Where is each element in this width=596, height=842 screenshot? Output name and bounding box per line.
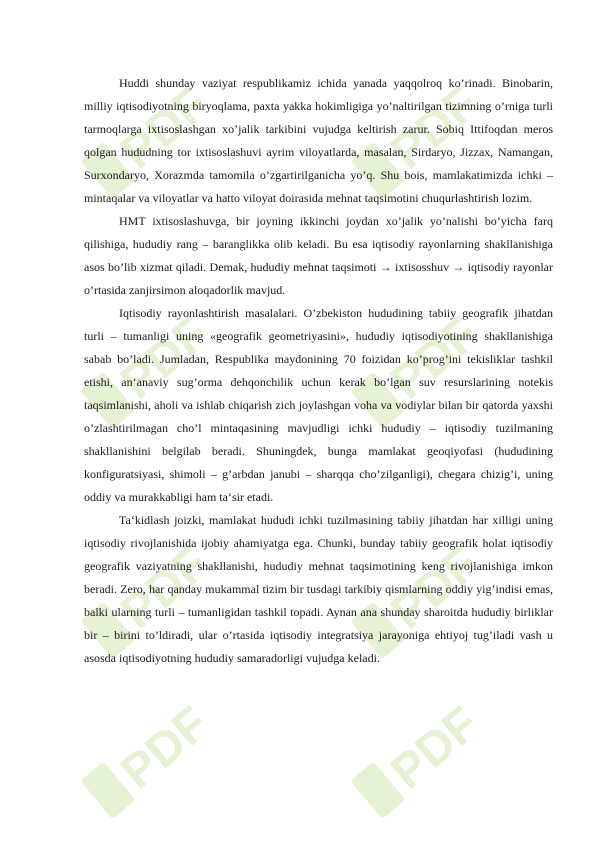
svg-text:PDF: PDF xyxy=(111,537,219,640)
document-body xyxy=(84,72,553,670)
svg-text:PDF: PDF xyxy=(111,697,219,800)
svg-text:PDF: PDF xyxy=(381,307,489,410)
svg-text:PDF: PDF xyxy=(111,307,219,410)
watermark-logo xyxy=(70,690,230,820)
watermark-logo xyxy=(340,690,500,820)
svg-text:PDF: PDF xyxy=(111,77,219,180)
paragraph: HMT ixtisoslashuvga, bir joyning ikkinchi joydan xo’jalik yo’nalishi bo’yicha farq qilishiga, hududiy rang – baranglikka olib keladi. Bu esa iqtisodiy rayonlarning shakllanishiga asos bo’lib xizmat qiladi. Demak, hududiy mehnat taqsimoti → ixtisosshuv → iqtisodiy rayonlar o’rtasida zanjirsimon aloqadorlik mavjud. xyxy=(84,214,553,297)
svg-text:PDF: PDF xyxy=(381,697,489,800)
paragraph: Huddi shunday vaziyat respublikamiz ichida yanada yaqqolroq ko’rinadi. Binobarin, milliy iqtisodiyotning biryoqlama, paxta yakka hokimligiga yo’naltirilgan tizimning o’rniga turli tarmoqlarga ixtisoslashgan xo’jalik tarkibini vujudga keltirish zarur. Sobiq Ittifoqdan meros qolgan hududning tor ixtisoslashuvi ayrim viloyatlarda, masalan, Sirdaryo, Jizzax, Namangan, Surxondaryo, Xorazmda tamomila o’zgartirilganicha yo’q. Shu bois, mamlakatimizda ichki – mintaqalar va viloyatlar va hatto viloyat doirasida mehnat taqsimotini chuqurlashtirish lozim. xyxy=(84,76,553,205)
paragraph: Ta‘kidlash joizki, mamlakat hududi ichki tuzilmasining tabiiy jihatdan har xilligi uning iqtisodiy rivojlanishida ijobiy ahamiyatga ega. Chunki, bunday tabiiy geografik holat iqtisodiy geografik vaziyatning shakllanishi, hududiy mehnat taqsimotining keng rivojlanishiga imkon beradi. Zero, har qanday mukammal tizim bir tusdagi tarkibiy qismlarning oddiy yig’indisi emas, balki ularning turli – tumanligidan tashkil topadi. Aynan ana shunday sharoitda hududiy birliklar bir – birini to’ldiradi, ular o’rtasida iqtisodiy integratsiya jarayoniga ehtiyoj tug’iladi vash u asosda iqtisodiyotning hududiy samaradorligi vujudga keladi. xyxy=(84,513,553,665)
svg-text:PDF: PDF xyxy=(381,537,489,640)
paragraph: Iqtisodiy rayonlashtirish masalalari. O’zbekiston hududining tabiiy geografik jihatdan turli – tumanligi uning «geografik geometriyasini», hududiy iqtisodiyotining shakllanishiga sabab bo’ladi. Jumladan, Respublika maydonining 70 foizidan ko’prog’ini tekisliklar tashkil etishi, an‘anaviy sug’orma dehqonchilik uchun kerak bo’lgan suv resurslarining notekis taqsimlanishi, aholi va ishlab chiqarish zich joylashgan voha va vodiylar bilan bir qatorda yaxshi o’zlashtirilmagan cho’l mintaqasining mavjudligi ichki hududiy – iqtisodiy tuzilmaning shakllanishini belgilab beradi. Shuningdek, bunga mamlakat geoqiyofasi (hududining konfiguratsiyasi, shimoli – g’arbdan janubi – sharqqa cho’zilganligi), chegara chizig’i, uning oddiy va murakkabligi ham ta‘sir etadi. xyxy=(84,306,553,504)
svg-text:PDF: PDF xyxy=(381,77,489,180)
